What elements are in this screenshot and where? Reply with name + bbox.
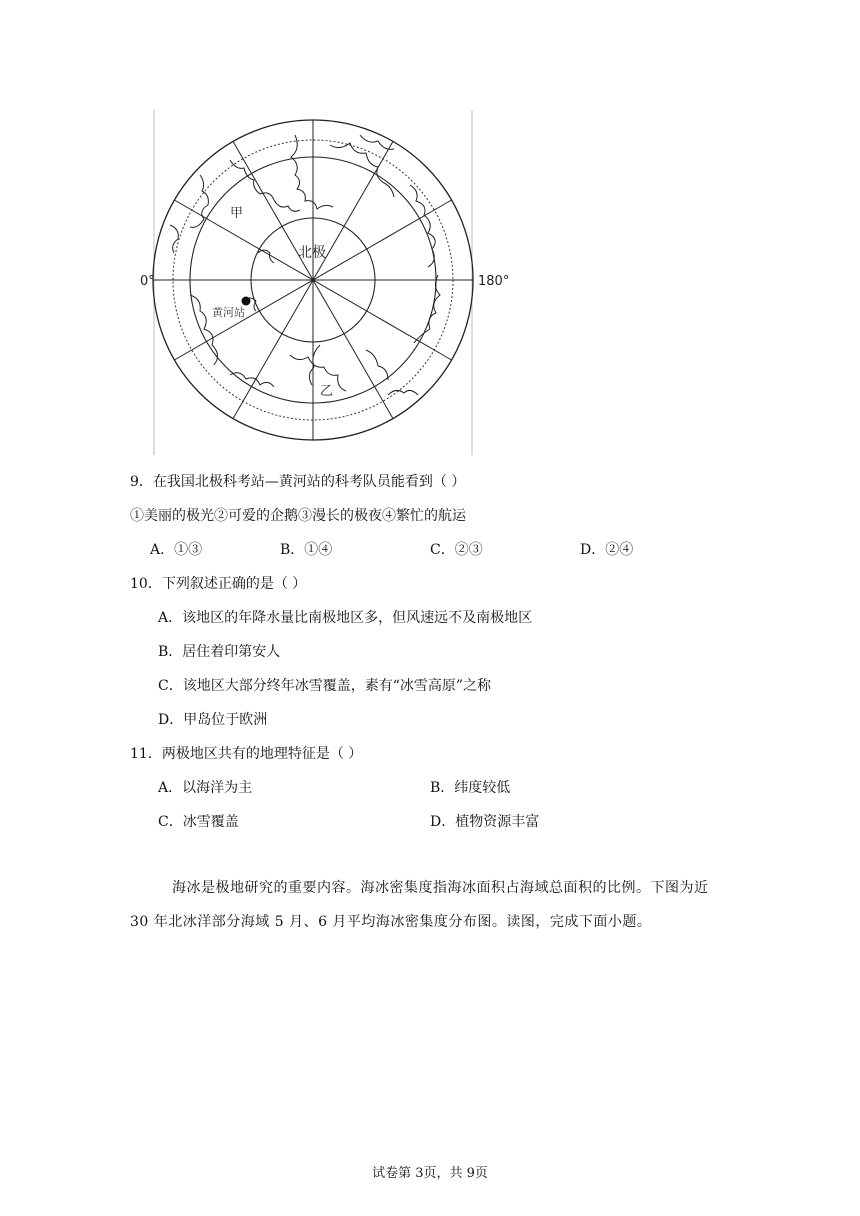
q11-stem: 11．两极地区共有的地理特征是（ ）: [130, 746, 363, 762]
q11-option-a: A．以海洋为主: [158, 780, 253, 796]
q9-stem: 9．在我国北极科考站—黄河站的科考队员能看到（ ）: [130, 474, 466, 490]
q9-option-d: D．②④: [580, 542, 634, 558]
q9-option-b: B．①④: [280, 542, 333, 558]
meridian-lines: [153, 120, 473, 440]
q11-option-d: D．植物资源丰富: [430, 814, 540, 830]
arctic-map-figure: [130, 105, 530, 455]
map-label-jia: 甲: [230, 206, 244, 221]
coastlines: [170, 135, 440, 395]
q9-option-c: C．②③: [430, 542, 483, 558]
map-label-huanghe-station: 黄河站: [212, 306, 245, 319]
q10-option-a: A．该地区的年降水量比南极地区多，但风速远不及南极地区: [158, 610, 533, 626]
arctic-map-svg: [130, 105, 530, 455]
q11-option-b: B．纬度较低: [430, 780, 511, 796]
q9-option-a: A．①③: [150, 542, 203, 558]
q9-items: ①美丽的极光②可爱的企鹅③漫长的极夜④繁忙的航运: [130, 508, 466, 524]
page-footer: 试卷第 3页，共 9页: [372, 1166, 488, 1181]
map-label-north-pole: 北极: [298, 245, 326, 261]
huanghe-station-dot: [242, 297, 251, 306]
passage-line-1: 海冰是极地研究的重要内容。海冰密集度指海冰面积占海域总面积的比例。下图为近: [172, 880, 709, 896]
map-label-180: 180°: [478, 274, 510, 289]
passage-line-2: 30 年北冰洋部分海域 5 月、6 月平均海冰密集度分布图。读图，完成下面小题。: [130, 914, 652, 930]
map-label-0: 0°: [140, 274, 155, 289]
q10-option-c: C．该地区大部分终年冰雪覆盖，素有“冰雪高原”之称: [158, 678, 492, 694]
map-label-yi: 乙: [320, 384, 334, 399]
q10-option-d: D．甲岛位于欧洲: [158, 712, 268, 728]
q10-stem: 10．下列叙述正确的是（ ）: [130, 576, 307, 592]
q10-option-b: B．居住着印第安人: [158, 644, 281, 660]
q11-option-c: C．冰雪覆盖: [158, 814, 239, 830]
